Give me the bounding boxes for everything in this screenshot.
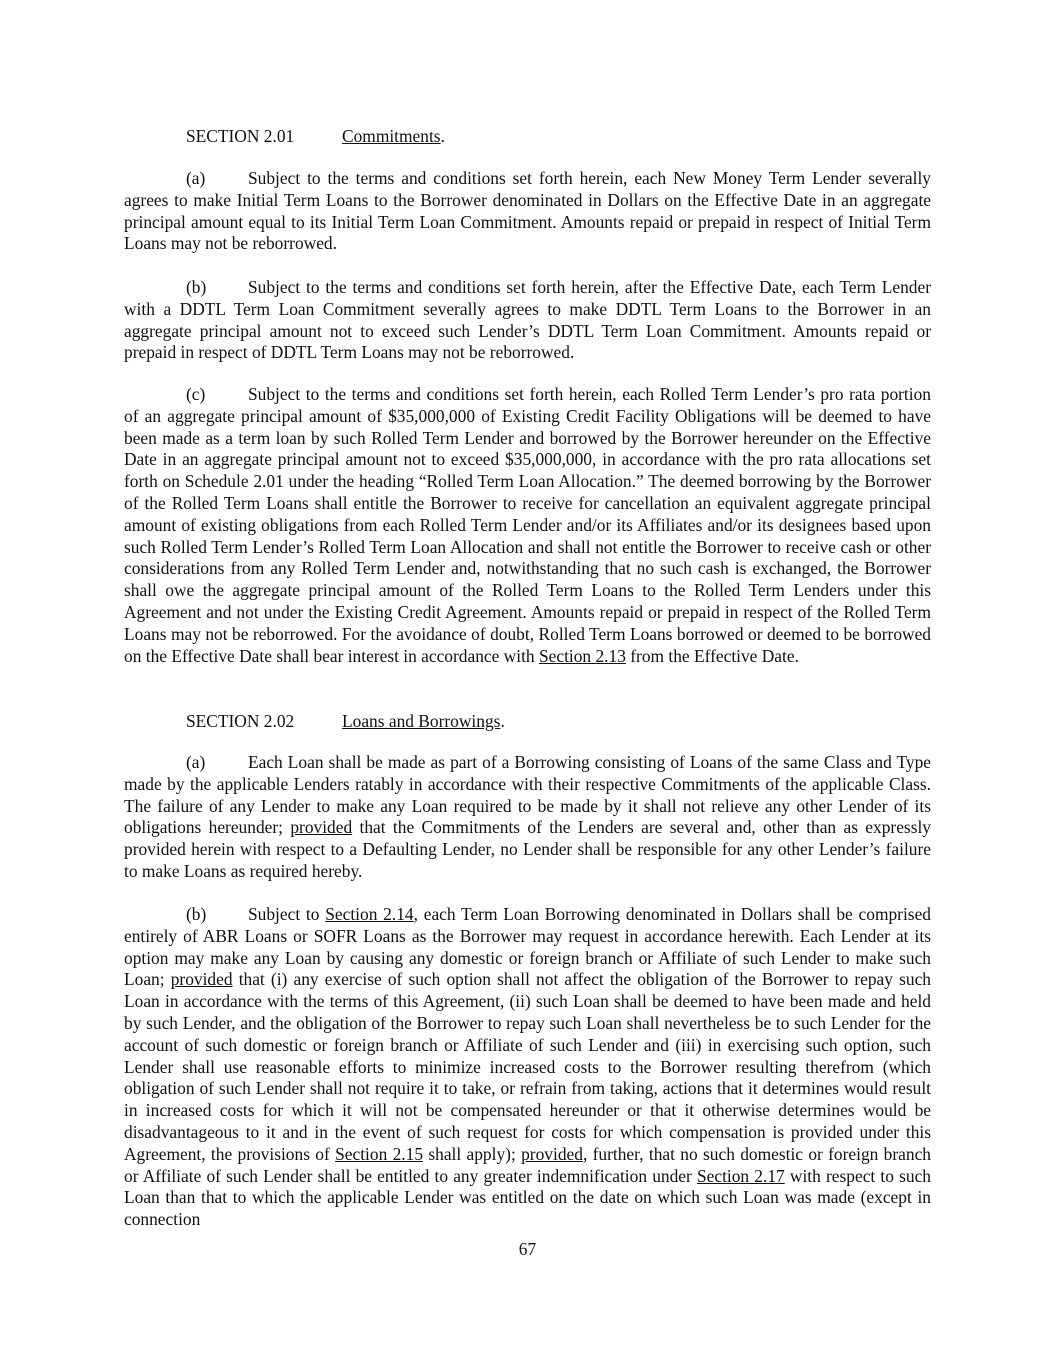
- section-2-17-reference: Section 2.17: [696, 1165, 785, 1186]
- section-2-02-heading: SECTION 2.02 Loans and Borrowings.: [186, 711, 505, 731]
- paragraph-2-01-c: (c) Subject to the terms and conditions set forth herein, each Rolled Term Lender’s pro rata portion of an aggregate principal amount of $35,000,000 of Existing Credit Facility Obligations will be deemed to have been made as a term loan by such Rolled Term Lender and borrowed by the Borrower hereunder on the Effective Date in an aggregate principal amount not to exceed $35,000,000, in accordance with the pro rata allocations set forth on Schedule 2.01 under the heading “Rolled Term Loan Allocation.” The deemed borrowing by the Borrower of the Rolled Term Loans shall entitle the Borrower to receive for cancellation an equivalent aggregate principal amount of existing obligations from each Rolled Term Lender and/or its Affiliates and/or its designees based upon such Rolled Term Lender’s Rolled Term Loan Allocation and shall not entitle the Borrower to receive cash or other considerations from any Rolled Term Lender and, notwithstanding that no such cash is exchanged, the Borrower shall owe the aggregate principal amount of the Rolled Term Loans to the Rolled Term Lenders under this Agreement and not under the Existing Credit Agreement. Amounts repaid or prepaid in respect of the Rolled Term Loans may not be reborrowed. For the avoidance of doubt, Rolled Term Loans borrowed or deemed to be borrowed on the Effective Date shall bear interest in accordance with Section 2.13 from the Effective Date.: [124, 384, 931, 666]
- section-number: SECTION 2.01: [186, 126, 295, 146]
- section-title: Loans and Borrowings: [342, 711, 501, 731]
- section-title: Commitments: [342, 126, 441, 146]
- paragraph-label: (a): [186, 752, 206, 772]
- provided-term: provided: [290, 817, 353, 838]
- provided-term: provided: [521, 1143, 583, 1164]
- section-2-15-reference: Section 2.15: [335, 1143, 424, 1164]
- paragraph-label: (b): [186, 277, 207, 297]
- paragraph-2-01-a: [124, 168, 931, 255]
- paragraph-2-02-b: (b) Subject to Section 2.14, each Term Loan Borrowing denominated in Dollars shall be comprised entirely of ABR Loans or SOFR Loans as the Borrower may request in accordance herewith. Each Lender at its option may make any Loan by causing any domestic or foreign branch or Affiliate of such Lender to make such Loan; provided that (i) any exercise of such option shall not affect the obligation of the Borrower to repay such Loan in accordance with the terms of this Agreement, (ii) such Loan shall be deemed to have been made and held by such Lender, and the obligation of the Borrower to repay such Loan shall nevertheless be to such Lender for the account of such domestic or foreign branch or Affiliate of such Lender and (iii) in exercising such option, such Lender shall use reasonable efforts to minimize increased costs to the Borrower resulting therefrom (which obligation of such Lender shall not require it to take, or refrain from taking, actions that it determines would result in increased costs for which it will not be compensated hereunder or that it otherwise determines would be disadvantageous to it and in the event of such request for costs for which compensation is provided under this Agreement, the provisions of Section 2.15 shall apply); provided, further, that no such domestic or foreign branch or Affiliate of such Lender shall be entitled to any greater indemnification under Section 2.17 with respect to such Loan than that to which the applicable Lender was entitled on the date on which such Loan was made (except in connection: [124, 904, 931, 1230]
- paragraph-label: (b): [186, 904, 207, 924]
- section-2-14-reference: Section 2.14: [325, 904, 414, 924]
- paragraph-text: Subject to the terms and conditions set forth herein, after the Effective Date, each Term Lender with a DDTL Term Loan Commitment severally agrees to make DDTL Term Loans to the Borrower in an aggregate principal amount not to exceed such Lender’s DDTL Term Loan Commitment. Amounts repaid or prepaid in respect of DDTL Term Loans may not be reborrowed.: [124, 277, 931, 363]
- section-2-13-reference: Section 2.13: [538, 645, 626, 666]
- section-number: SECTION 2.02: [186, 711, 295, 731]
- page-number: 67: [518, 1239, 537, 1259]
- paragraph-text: Subject to the terms and conditions set forth herein, each Rolled Term Lender’s pro rata portion of an aggregate principal amount of $35,000,000 of Existing Credit Facility Obligations will be deemed to have been made as a term loan by such Rolled Term Lender and borrowed by the Borrower hereunder on the Effective Date in an aggregate principal amount not to exceed $35,000,000, in accordance with the pro rata allocations set forth on Schedule 2.01 under the heading “Rolled Term Loan Allocation.” The deemed borrowing by the Borrower of the Rolled Term Loans shall entitle the Borrower to receive for cancellation an equivalent aggregate principal amount of existing obligations from each Rolled Term Lender and/or its Affiliates and/or its designees based upon such Rolled Term Lender’s Rolled Term Loan Allocation and shall not entitle the Borrower to receive cash or other considerations from any Rolled Term Lender and, notwithstanding that no such cash is exchanged, the Borrower shall owe the aggregate principal amount of the Rolled Term Loans to the Rolled Term Lenders under this Agreement and not under the Existing Credit Agreement. Amounts repaid or prepaid in respect of the Rolled Term Loans may not be reborrowed. For the avoidance of doubt, Rolled Term Loans borrowed or deemed to be borrowed on the Effective Date shall bear interest in accordance with: [124, 384, 931, 666]
- paragraph-label: (c): [186, 384, 206, 404]
- section-2-01-heading: SECTION 2.01 Commitments.: [186, 126, 445, 146]
- provided-term: provided: [170, 969, 233, 990]
- paragraph-text: Each Loan shall be made as part of a Borrowing consisting of Loans of the same Class and Type made by the applicable Lenders ratably in accordance with their respective Commitments of the applicable Class. The failure of any Lender to make any Loan required to be made by it shall not relieve any other Lender of its obligations hereunder;: [124, 752, 931, 838]
- paragraph-2-02-a: (a) Each Loan shall be made as part of a Borrowing consisting of Loans of the same Class and Type made by the applicable Lenders ratably in accordance with their respective Commitments of the applicable Class. The failure of any Lender to make any Loan required to be made by it shall not relieve any other Lender of its obligations hereunder; provided that the Commitments of the Lenders are several and, other than as expressly provided herein with respect to a Defaulting Lender, no Lender shall be responsible for any other Lender’s failure to make Loans as required hereby.: [124, 752, 931, 881]
- paragraph-label: (a): [186, 168, 206, 188]
- paragraph-2-01-b: [124, 277, 931, 364]
- paragraph-text: Subject to the terms and conditions set forth herein, each New Money Term Lender severally agrees to make Initial Term Loans to the Borrower denominated in Dollars on the Effective Date in an aggregate principal amount equal to its Initial Term Loan Commitment. Amounts repaid or prepaid in respect of Initial Term Loans may not be reborrowed.: [124, 168, 931, 254]
